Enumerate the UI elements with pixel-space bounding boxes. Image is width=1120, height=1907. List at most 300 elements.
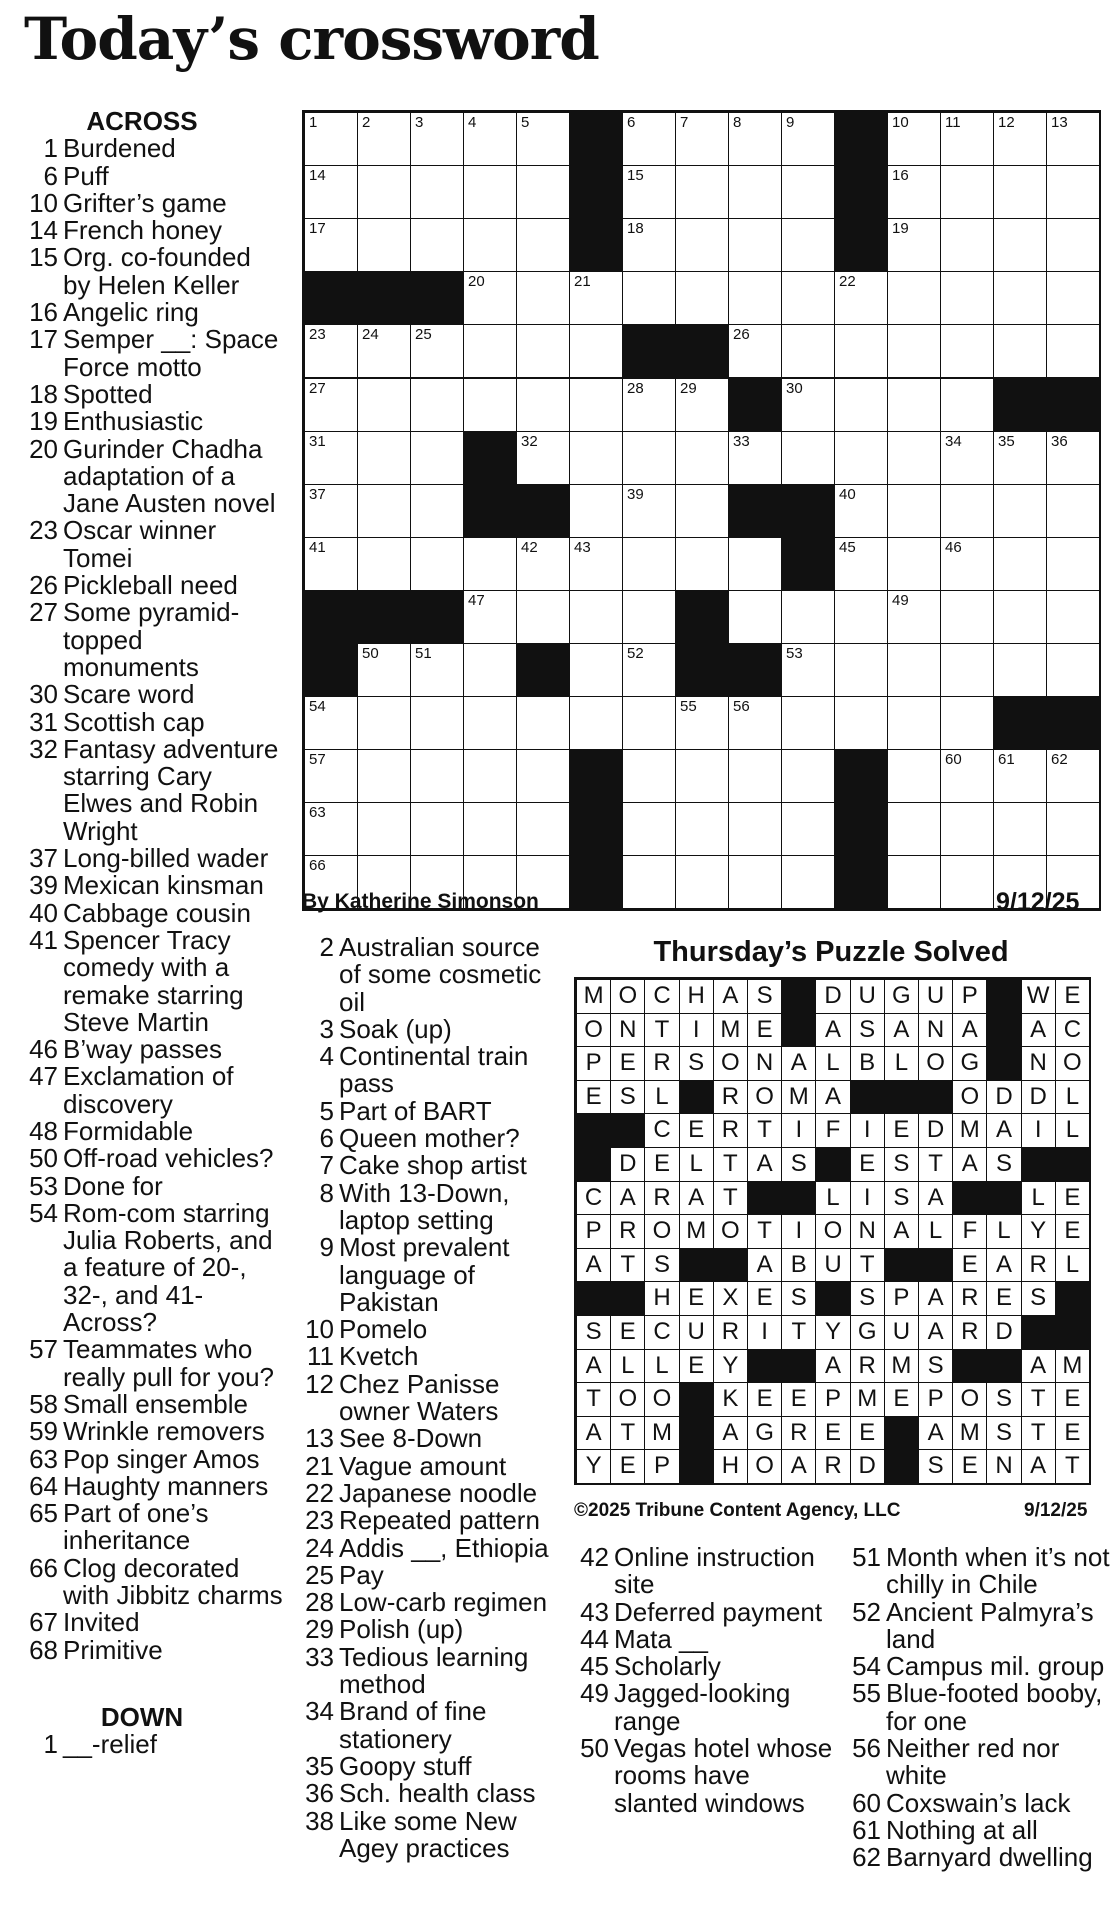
grid-cell[interactable]	[781, 855, 835, 909]
solution-letter: A	[610, 1181, 645, 1216]
clue-number: 14	[29, 215, 58, 246]
grid-cell[interactable]	[410, 324, 464, 378]
grid-cell[interactable]	[940, 484, 994, 538]
grid-cell[interactable]	[569, 271, 623, 325]
grid-cell[interactable]	[410, 112, 464, 166]
grid-cell[interactable]	[887, 271, 941, 325]
grid-cell[interactable]	[940, 590, 994, 644]
solution-black-square	[918, 1248, 953, 1283]
cell-number: 24	[362, 326, 379, 344]
solution-letter: D	[850, 1449, 885, 1484]
solution-letter: A	[952, 1013, 987, 1048]
grid-cell[interactable]	[463, 749, 517, 803]
grid-cell[interactable]	[569, 431, 623, 485]
grid-cell[interactable]	[887, 643, 941, 697]
grid-cell[interactable]	[728, 696, 782, 750]
grid-cell[interactable]	[781, 590, 835, 644]
grid-cell[interactable]	[516, 749, 570, 803]
grid-cell[interactable]	[569, 537, 623, 591]
grid-cell[interactable]	[728, 749, 782, 803]
grid-cell[interactable]	[993, 271, 1047, 325]
grid-cell[interactable]	[728, 802, 782, 856]
grid-cell[interactable]	[1046, 271, 1100, 325]
grid-cell[interactable]	[940, 749, 994, 803]
clue-text: Polish (up)	[339, 1614, 464, 1645]
grid-cell[interactable]	[357, 802, 411, 856]
grid-cell[interactable]	[463, 378, 517, 432]
black-square	[834, 218, 888, 272]
solution-letter: P	[952, 979, 987, 1014]
grid-cell[interactable]	[887, 378, 941, 432]
solution-letter: A	[952, 1147, 987, 1182]
grid-cell[interactable]	[675, 802, 729, 856]
solution-letter: S	[850, 1013, 885, 1048]
clue-number: 33	[305, 1641, 334, 1672]
grid-cell[interactable]	[993, 112, 1047, 166]
grid-cell[interactable]	[675, 696, 729, 750]
grid-cell[interactable]	[463, 696, 517, 750]
grid-cell[interactable]	[622, 590, 676, 644]
grid-cell[interactable]	[304, 218, 358, 272]
grid-cell[interactable]	[357, 431, 411, 485]
solution-letter: U	[815, 1248, 850, 1283]
solution-letter: E	[610, 1046, 645, 1081]
grid-cell[interactable]	[834, 590, 888, 644]
clue-number: 47	[29, 1061, 58, 1092]
black-square	[304, 590, 358, 644]
solution-letter: L	[1021, 1181, 1056, 1216]
grid-cell[interactable]	[357, 749, 411, 803]
clue-text: Part of one’s inheritance	[63, 1498, 209, 1556]
grid-cell[interactable]	[834, 643, 888, 697]
grid-cell[interactable]	[304, 484, 358, 538]
clue-across-39	[22, 872, 284, 899]
grid-cell[interactable]	[940, 271, 994, 325]
grid-cell[interactable]	[622, 537, 676, 591]
grid-cell[interactable]	[675, 855, 729, 909]
grid-cell[interactable]	[993, 165, 1047, 219]
cell-number: 57	[309, 751, 326, 769]
grid-cell[interactable]	[1046, 643, 1100, 697]
clue-down-col3-49	[573, 1680, 835, 1735]
grid-cell[interactable]	[569, 643, 623, 697]
solution-black-square	[986, 1349, 1021, 1384]
grid-cell[interactable]	[781, 431, 835, 485]
grid-cell[interactable]	[728, 271, 782, 325]
solution-letter: O	[713, 1046, 748, 1081]
cell-number: 2	[362, 114, 371, 131]
grid-cell[interactable]	[622, 165, 676, 219]
grid-cell[interactable]	[1046, 802, 1100, 856]
solution-letter: N	[918, 1013, 953, 1048]
grid-cell[interactable]	[993, 537, 1047, 591]
grid-cell[interactable]	[516, 378, 570, 432]
grid-cell[interactable]	[675, 484, 729, 538]
grid-cell[interactable]	[516, 271, 570, 325]
grid-cell[interactable]	[675, 749, 729, 803]
grid-cell[interactable]	[834, 431, 888, 485]
grid-cell[interactable]	[357, 696, 411, 750]
across-clue-list	[22, 135, 284, 1664]
grid-cell[interactable]	[993, 484, 1047, 538]
grid-cell[interactable]	[781, 218, 835, 272]
grid-cell[interactable]	[304, 802, 358, 856]
grid-cell[interactable]	[728, 218, 782, 272]
clue-down-col2-29	[298, 1616, 556, 1643]
grid-cell[interactable]	[622, 696, 676, 750]
grid-cell[interactable]	[410, 484, 464, 538]
grid-cell[interactable]	[516, 696, 570, 750]
grid-cell[interactable]	[516, 165, 570, 219]
grid-cell[interactable]	[887, 112, 941, 166]
solution-black-square	[1055, 1315, 1090, 1350]
black-square	[834, 802, 888, 856]
grid-cell[interactable]	[410, 378, 464, 432]
grid-cell[interactable]	[834, 271, 888, 325]
grid-cell[interactable]	[887, 537, 941, 591]
grid-cell[interactable]	[834, 324, 888, 378]
solution-letter: O	[610, 1382, 645, 1417]
grid-cell[interactable]	[940, 218, 994, 272]
cell-number: 39	[627, 485, 644, 503]
grid-cell[interactable]	[728, 165, 782, 219]
grid-cell[interactable]	[781, 378, 835, 432]
solution-letter: N	[986, 1449, 1021, 1484]
grid-cell[interactable]	[1046, 324, 1100, 378]
grid-cell[interactable]	[887, 696, 941, 750]
grid-cell[interactable]	[887, 749, 941, 803]
grid-cell[interactable]	[516, 802, 570, 856]
grid-cell[interactable]	[357, 484, 411, 538]
grid-cell[interactable]	[463, 324, 517, 378]
black-square	[569, 749, 623, 803]
cell-number: 62	[1051, 751, 1068, 769]
grid-cell[interactable]	[675, 112, 729, 166]
grid-cell[interactable]	[410, 749, 464, 803]
clue-number: 63	[29, 1443, 58, 1474]
clue-across-19	[22, 408, 284, 435]
clue-text: Mexican kinsman	[63, 870, 264, 901]
grid-cell[interactable]	[304, 112, 358, 166]
grid-cell[interactable]	[834, 696, 888, 750]
grid-cell[interactable]	[940, 112, 994, 166]
grid-cell[interactable]	[887, 802, 941, 856]
solution-letter: L	[986, 1214, 1021, 1249]
grid-cell[interactable]	[463, 165, 517, 219]
grid-cell[interactable]	[410, 431, 464, 485]
grid-cell[interactable]	[569, 696, 623, 750]
grid-cell[interactable]	[781, 271, 835, 325]
cell-number: 42	[521, 538, 538, 556]
grid-cell[interactable]	[1046, 749, 1100, 803]
grid-cell[interactable]	[410, 165, 464, 219]
cell-number: 18	[627, 220, 644, 238]
grid-cell[interactable]	[410, 643, 464, 697]
grid-cell[interactable]	[463, 590, 517, 644]
clue-across-26	[22, 572, 284, 599]
grid-cell[interactable]	[993, 643, 1047, 697]
solution-letter: S	[918, 1449, 953, 1484]
solution-letter: R	[850, 1349, 885, 1384]
grid-cell[interactable]	[993, 749, 1047, 803]
clue-number: 34	[305, 1696, 334, 1727]
grid-cell[interactable]	[304, 165, 358, 219]
clue-number: 1	[43, 133, 58, 164]
grid-cell[interactable]	[304, 324, 358, 378]
solution-letter: E	[1055, 979, 1090, 1014]
grid-cell[interactable]	[622, 271, 676, 325]
grid-cell[interactable]	[1046, 165, 1100, 219]
grid-cell[interactable]	[940, 696, 994, 750]
grid-cell[interactable]	[304, 537, 358, 591]
grid-cell[interactable]	[993, 431, 1047, 485]
grid-cell[interactable]	[357, 643, 411, 697]
grid-cell[interactable]	[940, 324, 994, 378]
grid-cell[interactable]	[993, 802, 1047, 856]
grid-cell[interactable]	[410, 537, 464, 591]
grid-cell[interactable]	[463, 802, 517, 856]
grid-cell[interactable]	[569, 378, 623, 432]
grid-cell[interactable]	[516, 431, 570, 485]
solution-letter: P	[884, 1281, 919, 1316]
grid-cell[interactable]	[304, 378, 358, 432]
clue-text: French honey	[63, 215, 222, 246]
solution-letter: E	[986, 1281, 1021, 1316]
grid-cell[interactable]	[675, 218, 729, 272]
black-square	[516, 643, 570, 697]
black-square	[675, 643, 729, 697]
clue-number: 59	[29, 1416, 58, 1447]
cell-number: 33	[733, 432, 750, 450]
clue-number: 25	[305, 1559, 334, 1590]
grid-cell[interactable]	[728, 112, 782, 166]
clue-down-col3-44	[573, 1623, 835, 1654]
grid-cell[interactable]	[993, 324, 1047, 378]
clue-text: Goopy stuff	[339, 1750, 472, 1781]
grid-cell[interactable]	[887, 484, 941, 538]
grid-cell[interactable]	[516, 537, 570, 591]
grid-cell[interactable]	[304, 431, 358, 485]
clue-number: 11	[307, 1341, 334, 1372]
grid-cell[interactable]	[834, 484, 888, 538]
cell-number: 1	[309, 114, 318, 131]
grid-cell[interactable]	[622, 802, 676, 856]
grid-cell[interactable]	[887, 431, 941, 485]
grid-cell[interactable]	[887, 855, 941, 909]
grid-cell[interactable]	[728, 590, 782, 644]
black-square	[834, 165, 888, 219]
grid-cell[interactable]	[1046, 112, 1100, 166]
solution-letter: A	[781, 1046, 816, 1081]
grid-cell[interactable]	[622, 749, 676, 803]
grid-cell[interactable]	[940, 378, 994, 432]
solution-letter: G	[747, 1416, 782, 1451]
clue-down-col2-10	[298, 1316, 556, 1343]
solution-letter: E	[747, 1013, 782, 1048]
clue-across-1	[22, 135, 284, 162]
grid-cell[interactable]	[463, 218, 517, 272]
grid-cell[interactable]	[940, 431, 994, 485]
solution-letter: T	[747, 1113, 782, 1148]
clue-text: Neither red nor white	[886, 1733, 1060, 1791]
solution-black-square	[918, 1080, 953, 1115]
solution-letter: O	[644, 1214, 679, 1249]
grid-cell[interactable]	[781, 802, 835, 856]
grid-cell[interactable]	[834, 378, 888, 432]
grid-cell[interactable]	[940, 802, 994, 856]
grid-cell[interactable]	[357, 537, 411, 591]
grid-cell[interactable]	[728, 855, 782, 909]
grid-cell[interactable]	[781, 324, 835, 378]
clue-number: 4	[319, 1041, 334, 1072]
grid-cell[interactable]	[728, 324, 782, 378]
grid-cell[interactable]	[622, 218, 676, 272]
clue-number: 40	[29, 897, 58, 928]
solution-letter: Y	[1021, 1214, 1056, 1249]
clue-across-48	[22, 1115, 284, 1146]
cell-number: 52	[627, 645, 644, 662]
grid-cell[interactable]	[887, 324, 941, 378]
grid-cell[interactable]	[410, 218, 464, 272]
solution-letter: S	[644, 1248, 679, 1283]
solution-letter: M	[952, 1416, 987, 1451]
solution-letter: C	[1055, 1013, 1090, 1048]
grid-cell[interactable]	[940, 643, 994, 697]
solution-letter: E	[1055, 1416, 1090, 1451]
grid-cell[interactable]	[675, 378, 729, 432]
grid-cell[interactable]	[675, 165, 729, 219]
solution-letter: P	[576, 1046, 611, 1081]
solution-letter: M	[576, 979, 611, 1014]
grid-cell[interactable]	[728, 537, 782, 591]
solution-letter: L	[1055, 1248, 1090, 1283]
grid-cell[interactable]	[993, 218, 1047, 272]
grid-cell[interactable]	[463, 112, 517, 166]
grid-cell[interactable]	[622, 643, 676, 697]
cell-number: 26	[733, 326, 750, 344]
clue-text: Spotted	[63, 378, 153, 409]
grid-cell[interactable]	[1046, 590, 1100, 644]
solution-letter: L	[815, 1181, 850, 1216]
grid-cell[interactable]	[887, 165, 941, 219]
solution-letter: O	[747, 1080, 782, 1115]
grid-cell[interactable]	[463, 271, 517, 325]
black-square	[1046, 378, 1100, 432]
solution-black-square	[815, 1147, 850, 1182]
clue-down-col2-9	[298, 1234, 556, 1316]
grid-cell[interactable]	[622, 112, 676, 166]
solution-letter: A	[1021, 1349, 1056, 1384]
clue-down-col2-7	[298, 1152, 556, 1179]
clue-number: 64	[29, 1470, 58, 1501]
grid-cell[interactable]	[993, 590, 1047, 644]
grid-cell[interactable]	[675, 271, 729, 325]
clue-down-col2-33	[298, 1641, 556, 1700]
grid-cell[interactable]	[1046, 431, 1100, 485]
grid-cell[interactable]	[781, 696, 835, 750]
clue-down-col2-3	[298, 1013, 556, 1044]
grid-cell[interactable]	[304, 749, 358, 803]
grid-cell[interactable]	[357, 378, 411, 432]
clue-down-col2-4	[298, 1043, 556, 1098]
clue-down-col4-62	[845, 1844, 1115, 1871]
grid-cell[interactable]	[357, 112, 411, 166]
grid-cell[interactable]	[887, 218, 941, 272]
grid-cell[interactable]	[940, 537, 994, 591]
clue-across-40	[22, 897, 284, 928]
grid-cell[interactable]	[622, 431, 676, 485]
grid-cell[interactable]	[1046, 484, 1100, 538]
solution-letter: D	[815, 979, 850, 1014]
clue-text: Scare word	[63, 679, 195, 710]
solution-letter: S	[747, 979, 782, 1014]
solution-letter: O	[952, 1080, 987, 1115]
grid-cell[interactable]	[357, 218, 411, 272]
solution-letter: M	[781, 1080, 816, 1115]
grid-cell[interactable]	[516, 324, 570, 378]
solution-black-square	[884, 1080, 919, 1115]
clue-number: 54	[852, 1651, 881, 1682]
grid-cell[interactable]	[622, 855, 676, 909]
grid-cell[interactable]	[569, 590, 623, 644]
grid-cell[interactable]	[940, 855, 994, 909]
grid-cell[interactable]	[463, 643, 517, 697]
grid-cell[interactable]	[304, 696, 358, 750]
grid-cell[interactable]	[781, 749, 835, 803]
solution-grid	[574, 977, 1091, 1485]
grid-cell[interactable]	[357, 324, 411, 378]
black-square	[781, 484, 835, 538]
grid-cell[interactable]	[463, 537, 517, 591]
grid-cell[interactable]	[940, 165, 994, 219]
grid-cell[interactable]	[357, 165, 411, 219]
black-square	[675, 590, 729, 644]
grid-cell[interactable]	[781, 165, 835, 219]
clue-down-col4-54	[845, 1653, 1115, 1680]
black-square	[463, 484, 517, 538]
solution-letter: G	[952, 1046, 987, 1081]
clue-text: See 8-Down	[339, 1423, 483, 1454]
grid-cell[interactable]	[781, 643, 835, 697]
grid-cell[interactable]	[887, 590, 941, 644]
solution-letter: Y	[815, 1315, 850, 1350]
solution-letter: A	[918, 1181, 953, 1216]
grid-cell[interactable]	[728, 431, 782, 485]
solution-letter: P	[918, 1382, 953, 1417]
grid-cell[interactable]	[410, 802, 464, 856]
grid-cell[interactable]	[1046, 218, 1100, 272]
clue-text: Org. co-founded by Helen Keller	[63, 242, 251, 300]
cell-number: 22	[839, 273, 856, 291]
grid-cell[interactable]	[834, 537, 888, 591]
grid-cell[interactable]	[516, 112, 570, 166]
grid-cell[interactable]	[675, 537, 729, 591]
grid-cell[interactable]	[781, 112, 835, 166]
grid-cell[interactable]	[410, 696, 464, 750]
grid-cell[interactable]	[516, 218, 570, 272]
grid-cell[interactable]	[569, 324, 623, 378]
grid-cell[interactable]	[1046, 537, 1100, 591]
grid-cell[interactable]	[675, 431, 729, 485]
grid-cell[interactable]	[622, 378, 676, 432]
grid-cell[interactable]	[569, 484, 623, 538]
clue-number: 30	[29, 679, 58, 710]
cell-number: 23	[309, 326, 326, 344]
solution-letter: M	[713, 1013, 748, 1048]
clue-across-47	[22, 1063, 284, 1118]
grid-cell[interactable]	[622, 484, 676, 538]
grid-cell[interactable]	[516, 590, 570, 644]
